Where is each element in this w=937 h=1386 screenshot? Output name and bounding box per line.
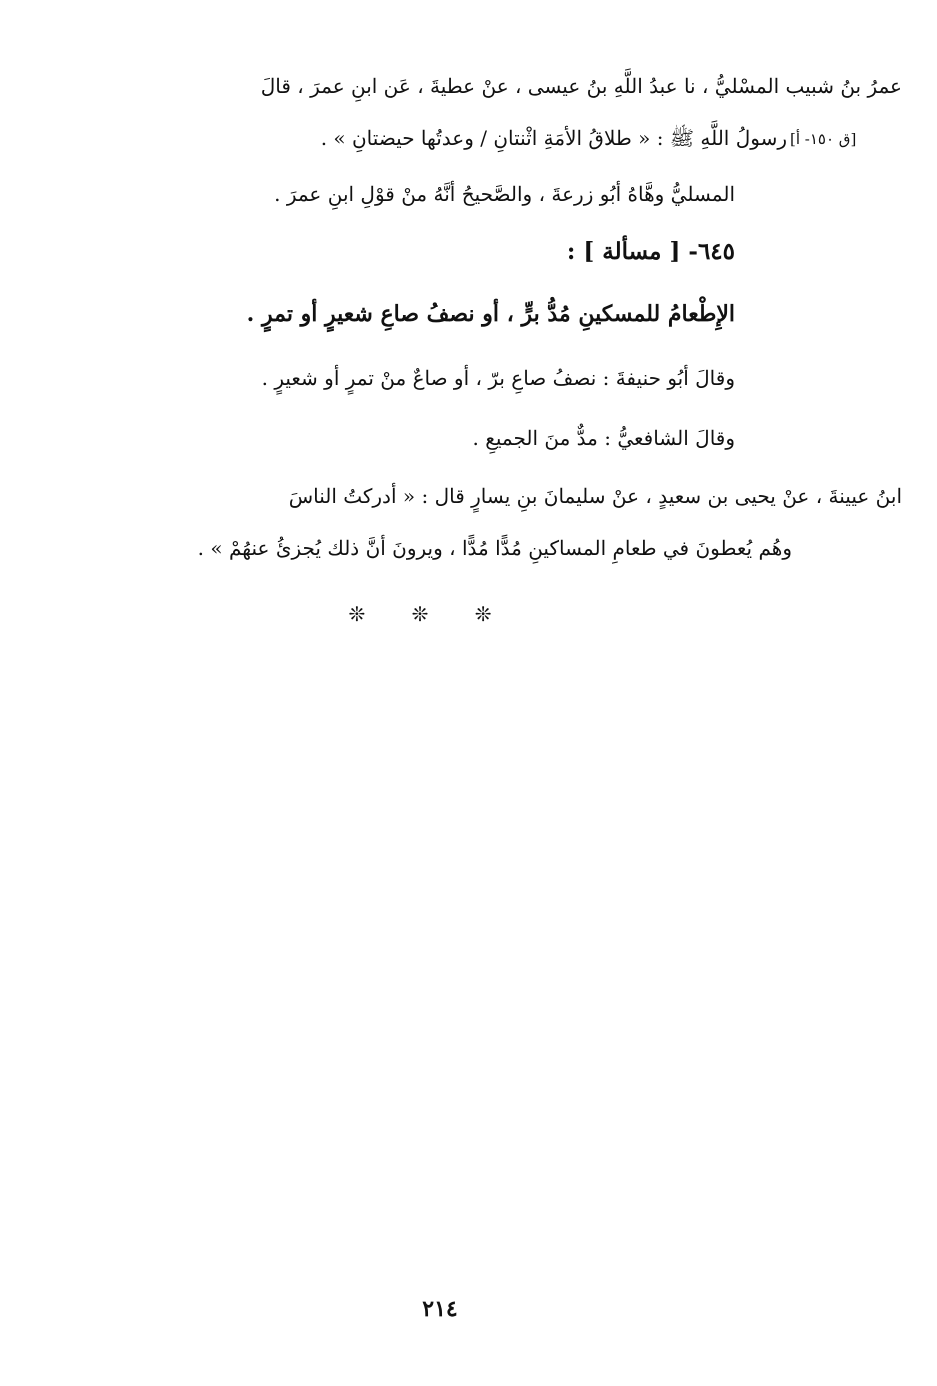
text-line-7: وهُم يُعطونَ في طعامِ المساكينِ مُدًّا مُدًّا ، ويرونَ أنَّ ذلك يُجزئُ عنهُمْ » . [197,536,792,560]
text-line-6: ابنُ عيينةَ ، عنْ يحيى بن سعيدٍ ، عنْ سليمانَ بنِ يسارٍ قال : « أدركتُ الناسَ [288,484,902,508]
page-number: ٢١٤ [422,1296,458,1322]
text-line-3: المسليُّ وهَّاهُ أبُو زرعةَ ، والصَّحيحُ أنَّهُ منْ قوْلِ ابنِ عمرَ . [274,182,735,206]
text-line-2: رسولُ اللَّهِ ﷺ : « طلاقُ الأمَةِ اثْنتانِ / وعدتُها حيضتانِ » . [320,126,787,150]
text-line-5: وقالَ الشافعيُّ : مدٌّ منَ الجميعِ . [472,426,735,450]
text-line-1: عمرُ بنُ شبيب المسْليُّ ، نا عبدُ اللَّهِ بنُ عيسى ، عنْ عطيةَ ، عَن ابنِ عمرَ ، قالَ [260,74,902,98]
issue-heading: ٦٤٥- [ مسألة ] : [566,238,735,265]
ruling-text: الإِطْعامُ للمسكينِ مُدُّ برٍّ ، أو نصفُ صاعِ شعيرٍ أو تمرٍ . [246,301,735,327]
margin-note: [ق ١٥٠- أ] [790,130,857,148]
section-separator: ❊ ❊ ❊ [348,602,512,626]
text-line-4: وقالَ أبُو حنيفةَ : نصفُ صاعِ برّ ، أو صاعٌ منْ تمرٍ أو شعيرٍ . [261,366,735,390]
